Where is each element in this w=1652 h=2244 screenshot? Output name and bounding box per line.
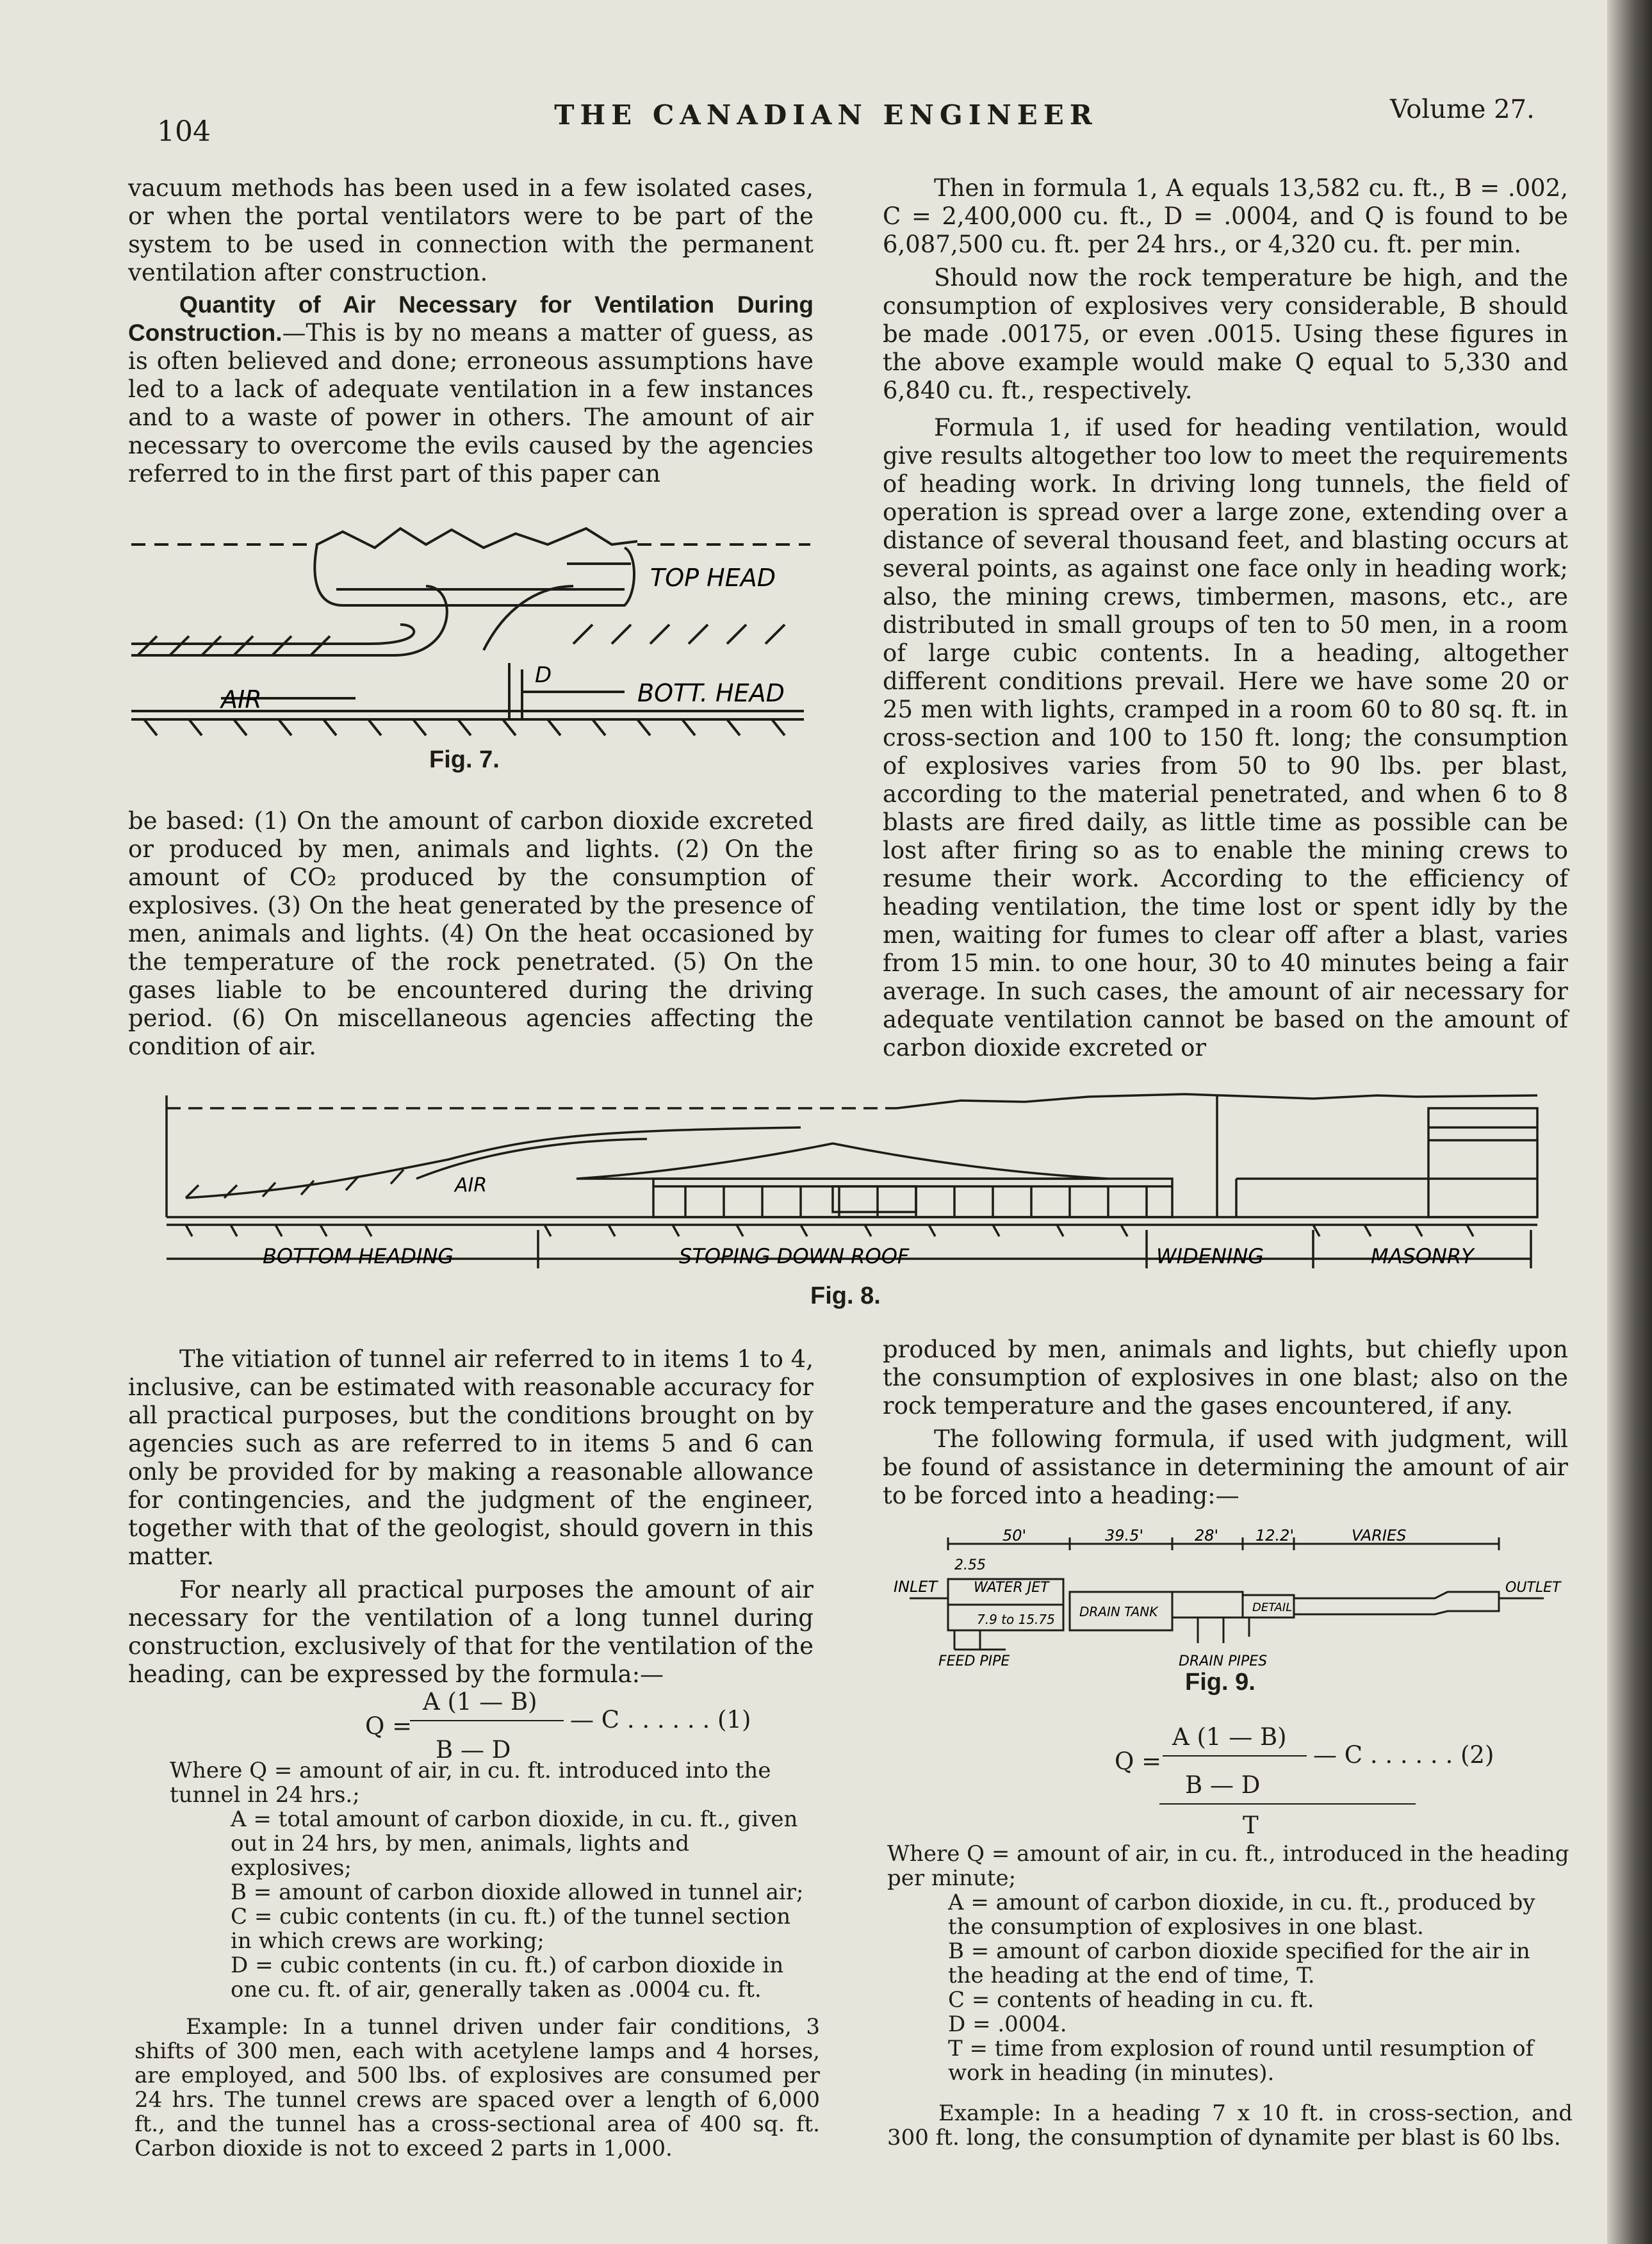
definition-t: T = time from explosion of round until resumption of work in heading (in minutes).	[948, 2036, 1534, 2086]
definition-q: Where Q = amount of air, in cu. ft., introduced in the heading per minute;	[887, 1841, 1569, 1891]
label-stoping-down-roof: STOPING DOWN ROOF	[679, 1244, 910, 1268]
label-air: AIR	[221, 685, 262, 714]
formula-1	[365, 1688, 826, 1765]
paragraph: Formula 1, if used for heading ventilation, would give results altogether too low to meet the requirements of heading work. In driving long tunnels, the field of operation is spread over a large zone, extending over a distance of several thousand feet, and blasting occurs at several points, as against one face only in heading work; also, the mining crews, timbermen, masons, etc., are distributed in small groups of ten to 50 men, in a room of large cubic contents. In a heading, altogether different conditions prevail. Here we have some 20 or 25 men with lights, cramped in a room 60 to 80 sq. ft. in cross-section and 100 to 150 ft. long; the consumption of explosives varies from 50 to 90 lbs. per blast, according to the material penetrated, and when 6 to 8 blasts are fired daily, as little time as possible can be lost after firing so as to enable the mining crews to resume their work. According to the efficiency of heading ventilation, the time lost or spent idly by the men, waiting for fumes to clear off after a blast, varies from 15 min. to one hour, 30 to 40 minutes being a fair average. In such cases, the amount of air necessary for adequate ventilation cannot be based on the amount of carbon dioxide excreted or	[883, 414, 1568, 1061]
definition-c: C = contents of heading in cu. ft.	[948, 1987, 1314, 2013]
label-masonry: MASONRY	[1371, 1244, 1474, 1268]
example-2: Example: In a heading 7 x 10 ft. in cross-section, and 300 ft. long, the consumption of dynamite per blast is 60 lbs.	[887, 2101, 1573, 2150]
paragraph: For nearly all practical purposes the amount of air necessary for the ventilation of a long tunnel during construction, exclusively of that for the ventilation of the heading, can be expressed by the formula:—	[128, 1576, 814, 1688]
section-heading: Quantity of Air Necessary for Ventilation During Construction.	[128, 291, 814, 346]
figure-8-diagram	[160, 1083, 1557, 1281]
page-number: 104	[157, 115, 211, 148]
definition-d: D = .0004.	[948, 2011, 1067, 2037]
formula-2-definitions	[887, 1842, 1573, 2085]
paragraph-text: —This is by no means a matter of guess, as is often believed and done; erroneous assumptions have led to a lack of adequate ventilation in a few instances and to a waste of power in others. The amount of air necessary to overcome the evils caused by the agencies referred to in the first part of this paper can	[128, 319, 814, 487]
formula-tail: — C . . . . . . (1)	[570, 1706, 751, 1733]
figure-9-diagram	[890, 1528, 1582, 1682]
formula-q: Q =	[365, 1712, 413, 1740]
figure-8-caption: Fig. 8.	[810, 1282, 881, 1309]
dim-12-2: 12.2'	[1255, 1528, 1295, 1544]
dim-39-5: 39.5'	[1105, 1528, 1144, 1544]
label-drain-pipes: DRAIN PIPES	[1179, 1653, 1268, 1669]
left-column-bottom	[128, 1345, 814, 1689]
definition-b: B = amount of carbon dioxide specified for the air in the heading at the end of time, T.	[948, 1938, 1530, 1988]
paragraph: vacuum methods has been used in a few isolated cases, or when the portal ventilators were to be part of the system to be used in connection with the permanent ventilation after construction.	[128, 174, 814, 286]
label-water-jet: WATER JET	[974, 1580, 1049, 1596]
label-outlet: OUTLET	[1505, 1580, 1561, 1596]
label-widening: WIDENING	[1156, 1244, 1264, 1268]
label-air: AIR	[455, 1174, 487, 1197]
right-column-bottom	[883, 1336, 1568, 1510]
paragraph: The vitiation of tunnel air referred to in items 1 to 4, inclusive, can be estimated with reasonable accuracy for all practical purposes, but the conditions brought on by agencies such as are referred to in items 5 and 6 can only be provided for by making a reasonable allowance for contingencies, and the judgment of the engineer, together with that of the geologist, should govern in this matter.	[128, 1345, 814, 1570]
fraction-bar	[410, 1720, 564, 1721]
definition-b: B = amount of carbon dioxide allowed in tunnel air;	[231, 1880, 804, 1905]
formula-denominator: B — D	[436, 1736, 511, 1764]
definition-d: D = cubic contents (in cu. ft.) of carbon dioxide in one cu. ft. of air, generally taken as .0004 cu. ft.	[231, 1953, 784, 2002]
definition-a: A = total amount of carbon dioxide, in cu. ft., given out in 24 hrs, by men, animals, lights and explosives;	[231, 1806, 798, 1881]
fraction-bar	[1163, 1755, 1307, 1757]
paragraph: Should now the rock temperature be high, and the consumption of explosives very considerable, B should be made .00175, or even .0015. Using these figures in the above example would make Q equal to 5,330 and 6,840 cu. ft., respectively.	[883, 264, 1568, 404]
volume-label: Volume 27.	[1390, 95, 1535, 124]
formula-numerator: A (1 — B)	[1172, 1723, 1287, 1751]
paragraph: produced by men, animals and lights, but chiefly upon the consumption of explosives in one blast; also on the rock temperature and the gases encountered, if any.	[883, 1336, 1568, 1420]
definition-c: C = cubic contents (in cu. ft.) of the tunnel section in which crews are working;	[231, 1904, 791, 1954]
journal-title: THE CANADIAN ENGINEER	[554, 99, 1098, 131]
paragraph: Then in formula 1, A equals 13,582 cu. ft., B = .002, C = 2,400,000 cu. ft., D = .0004, and Q is found to be 6,087,500 cu. ft. per 24 hrs., or 4,320 cu. ft. per min.	[883, 174, 1568, 258]
definition-a: A = amount of carbon dioxide, in cu. ft., produced by the consumption of explosives in one blast.	[948, 1890, 1535, 1940]
right-column-top	[883, 174, 1568, 1062]
formula-denominator: B — D	[1185, 1771, 1261, 1799]
formula-tail: — C . . . . . . (2)	[1313, 1741, 1494, 1769]
example-1: Example: In a tunnel driven under fair conditions, 3 shifts of 300 men, each with acetylene lamps and 4 horses, are employed, and 500 lbs. of explosives are consumed per 24 hrs. The tunnel crews are spaced over a length of 6,000 ft., and the tunnel has a cross-sectional area of 400 sq. ft. Carbon dioxide is not to exceed 2 parts in 1,000.	[135, 2014, 820, 2161]
paragraph: be based: (1) On the amount of carbon dioxide excreted or produced by men, animals and lights. (2) On the amount of CO₂ produced by the consumption of explosives. (3) On the heat generated by the presence of men, animals and lights. (4) On the heat occasioned by the temperature of the rock penetrated. (5) On the gases liable to be encountered during the driving period. (6) On miscellaneous agencies affecting the condition of air.	[128, 807, 814, 1060]
label-bottom-heading: BOTTOM HEADING	[263, 1244, 454, 1268]
label-nozzle: 7.9 to 15.75	[977, 1612, 1055, 1627]
formula-2	[1115, 1723, 1576, 1839]
paragraph	[128, 291, 814, 488]
label-drain-tank: DRAIN TANK	[1079, 1604, 1158, 1619]
dim-28: 28'	[1195, 1528, 1219, 1544]
left-column-mid	[128, 807, 814, 1061]
formula-1-definitions	[170, 1758, 817, 2002]
paragraph: The following formula, if used with judgment, will be found of assistance in determining the amount of air to be forced into a heading:—	[883, 1425, 1568, 1509]
dim-50: 50'	[1002, 1528, 1027, 1544]
fraction-bar-main	[1159, 1803, 1416, 1805]
figure-9-caption: Fig. 9.	[1185, 1669, 1255, 1696]
label-bott-head: BOTT. HEAD	[637, 679, 785, 707]
formula-q: Q =	[1115, 1748, 1162, 1775]
label-detail: DETAIL	[1252, 1601, 1293, 1614]
dim-2-55: 2.55	[954, 1557, 986, 1573]
definition-q: Where Q = amount of air, in cu. ft. introduced into the tunnel in 24 hrs.;	[170, 1758, 771, 1808]
left-column-top	[128, 174, 814, 488]
figure-7-diagram	[125, 516, 817, 772]
book-spine-shadow	[1607, 0, 1652, 2244]
formula-t: T	[1243, 1812, 1259, 1839]
label-feed-pipe: FEED PIPE	[938, 1653, 1010, 1669]
label-top-head: TOP HEAD	[650, 564, 776, 592]
dim-varies: VARIES	[1352, 1528, 1407, 1544]
formula-numerator: A (1 — B)	[423, 1688, 537, 1716]
figure-7-caption: Fig. 7.	[429, 746, 500, 773]
label-inlet: INLET	[894, 1578, 938, 1596]
label-d: D	[535, 662, 552, 688]
